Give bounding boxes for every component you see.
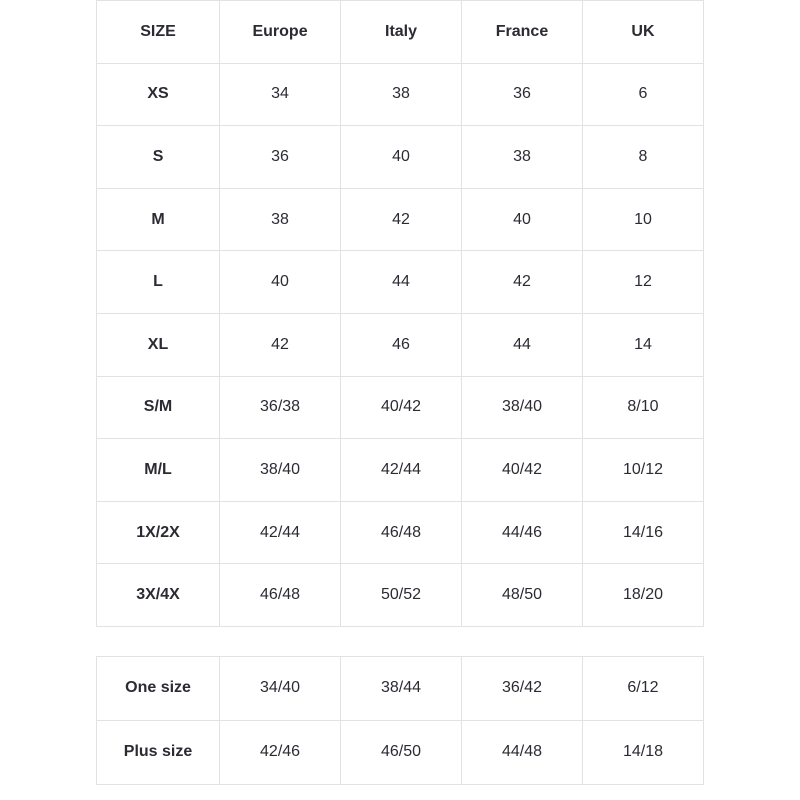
table-row: [97, 63, 704, 126]
cell-europe: 36/38: [220, 376, 341, 439]
cell-uk: 12: [582, 251, 703, 314]
cell-europe: 34/40: [220, 656, 341, 720]
column-header-italy: Italy: [341, 1, 462, 64]
table-row: [97, 501, 704, 564]
cell-france: 38: [462, 126, 583, 189]
cell-france: 36/42: [462, 656, 583, 720]
row-label: Plus size: [97, 720, 220, 784]
cell-france: 44: [462, 313, 583, 376]
row-label: S/M: [97, 376, 220, 439]
row-label: 1X/2X: [97, 501, 220, 564]
cell-france: 36: [462, 63, 583, 126]
cell-italy: 40/42: [341, 376, 462, 439]
cell-europe: 42: [220, 313, 341, 376]
table-row: [97, 188, 704, 251]
row-label: XS: [97, 63, 220, 126]
cell-europe: 42/44: [220, 501, 341, 564]
size-conversion-table: [96, 0, 704, 627]
table-row: [97, 564, 704, 627]
row-label: 3X/4X: [97, 564, 220, 627]
column-header-uk: UK: [582, 1, 703, 64]
row-label: M/L: [97, 439, 220, 502]
row-label: XL: [97, 313, 220, 376]
row-label: One size: [97, 656, 220, 720]
table-row: [97, 720, 704, 784]
cell-uk: 10/12: [582, 439, 703, 502]
cell-europe: 38: [220, 188, 341, 251]
cell-uk: 14/16: [582, 501, 703, 564]
table-header-row: [97, 1, 704, 64]
cell-europe: 42/46: [220, 720, 341, 784]
cell-france: 38/40: [462, 376, 583, 439]
row-label: S: [97, 126, 220, 189]
cell-uk: 18/20: [582, 564, 703, 627]
cell-france: 40/42: [462, 439, 583, 502]
column-header-size: SIZE: [97, 1, 220, 64]
cell-uk: 8/10: [582, 376, 703, 439]
cell-europe: 34: [220, 63, 341, 126]
column-header-europe: Europe: [220, 1, 341, 64]
cell-france: 44/48: [462, 720, 583, 784]
cell-france: 44/46: [462, 501, 583, 564]
table-row: [97, 656, 704, 720]
table-row: [97, 439, 704, 502]
cell-uk: 14: [582, 313, 703, 376]
table-row: [97, 376, 704, 439]
cell-france: 42: [462, 251, 583, 314]
cell-europe: 46/48: [220, 564, 341, 627]
cell-uk: 6: [582, 63, 703, 126]
one-size-conversion-table: [96, 656, 704, 785]
cell-italy: 40: [341, 126, 462, 189]
cell-italy: 46: [341, 313, 462, 376]
row-label: L: [97, 251, 220, 314]
cell-uk: 10: [582, 188, 703, 251]
cell-italy: 50/52: [341, 564, 462, 627]
cell-uk: 8: [582, 126, 703, 189]
cell-italy: 46/50: [341, 720, 462, 784]
cell-italy: 38: [341, 63, 462, 126]
cell-europe: 38/40: [220, 439, 341, 502]
cell-italy: 42: [341, 188, 462, 251]
row-label: M: [97, 188, 220, 251]
cell-uk: 6/12: [582, 656, 703, 720]
cell-france: 48/50: [462, 564, 583, 627]
column-header-france: France: [462, 1, 583, 64]
cell-europe: 36: [220, 126, 341, 189]
cell-europe: 40: [220, 251, 341, 314]
cell-italy: 38/44: [341, 656, 462, 720]
table-row: [97, 126, 704, 189]
table-row: [97, 251, 704, 314]
cell-italy: 42/44: [341, 439, 462, 502]
cell-france: 40: [462, 188, 583, 251]
cell-italy: 46/48: [341, 501, 462, 564]
table-row: [97, 313, 704, 376]
cell-italy: 44: [341, 251, 462, 314]
cell-uk: 14/18: [582, 720, 703, 784]
